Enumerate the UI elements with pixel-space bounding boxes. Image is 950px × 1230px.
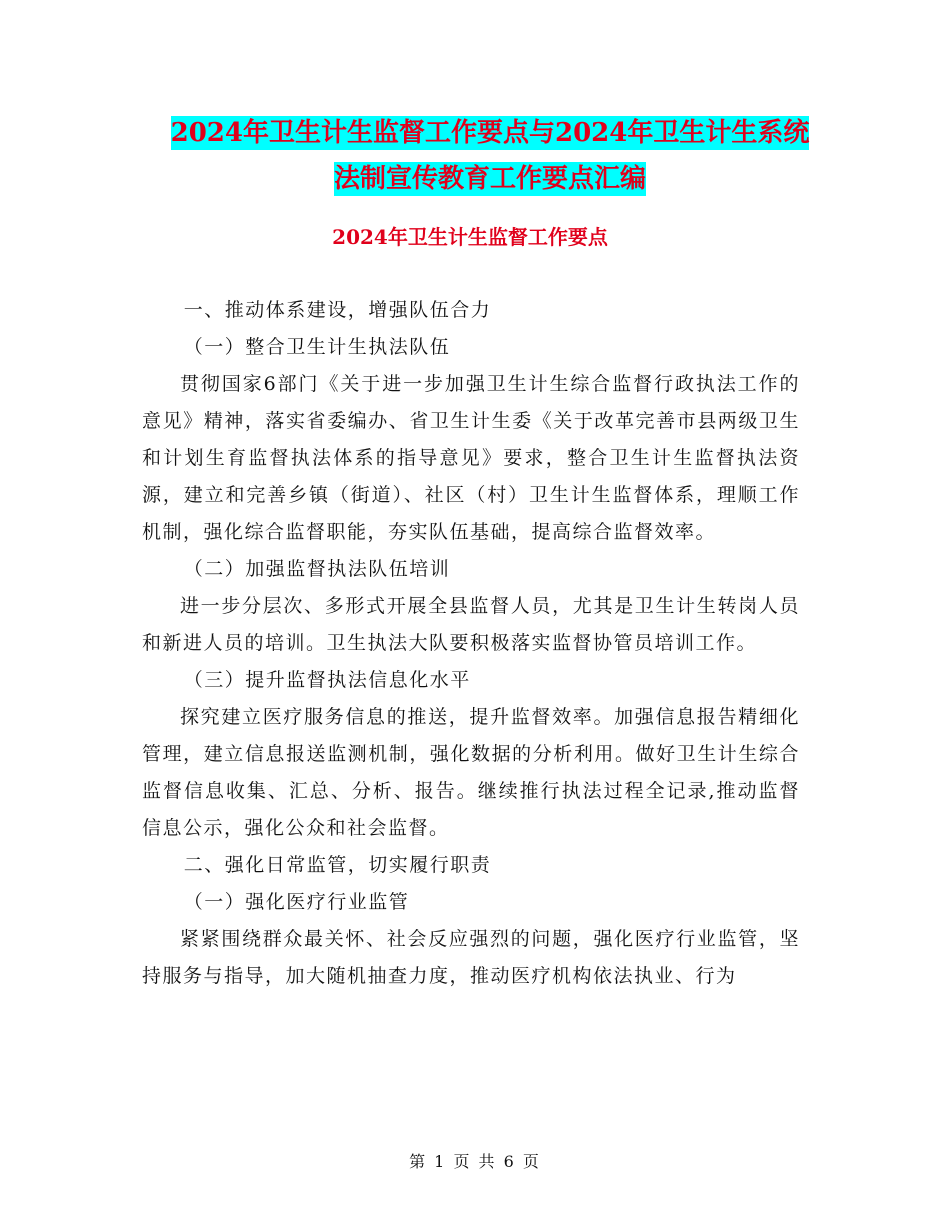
body-paragraph: 贯彻国家6部门《关于进一步加强卫生计生综合监督行政执法工作的意见》精神，落实省委编办、省卫生计生委《关于改革完善市县两级卫生和计划生育监督执法体系的指导意见》要求，整合卫生计生监督执法资源，建立和完善乡镇（街道）、社区（村）卫生计生监督体系，理顺工作机制，强化综合监督职能，夯实队伍基础，提高综合监督效率。 — [142, 373, 800, 543]
heading-level-2: （一）整合卫生计生执法队伍 — [183, 336, 451, 358]
document-body — [142, 292, 800, 995]
body-paragraph: 探究建立医疗服务信息的推送，提升监督效率。加强信息报告精细化管理，建立信息报送监测机制，强化数据的分析利用。做好卫生计生综合监督信息收集、汇总、分析、报告。继续推行执法过程全记录,推动监督信息公示，强化公众和社会监督。 — [142, 706, 800, 839]
heading-level-1: 二、强化日常监管，切实履行职责 — [183, 854, 492, 876]
section-title: 2024年卫生计生监督工作要点 — [332, 225, 608, 249]
title-line-1: 2024年卫生计生监督工作要点与2024年卫生计生系统 — [170, 118, 810, 148]
title-line-2: 法制宣传教育工作要点汇编 — [333, 164, 646, 194]
heading-level-1: 一、推动体系建设，增强队伍合力 — [183, 299, 492, 321]
heading-level-2: （二）加强监督执法队伍培训 — [183, 558, 451, 580]
heading-level-2: （一）强化医疗行业监管 — [183, 891, 410, 913]
body-paragraph: 紧紧围绕群众最关怀、社会反应强烈的问题，强化医疗行业监管，坚持服务与指导，加大随机抽查力度，推动医疗机构依法执业、行为 — [142, 928, 800, 987]
heading-level-2: （三）提升监督执法信息化水平 — [183, 669, 471, 691]
document-title — [140, 110, 840, 202]
page-footer: 第 1 页 共 6 页 — [409, 1152, 541, 1171]
body-paragraph: 进一步分层次、多形式开展全县监督人员，尤其是卫生计生转岗人员和新进人员的培训。卫生执法大队要积极落实监督协管员培训工作。 — [142, 595, 800, 654]
